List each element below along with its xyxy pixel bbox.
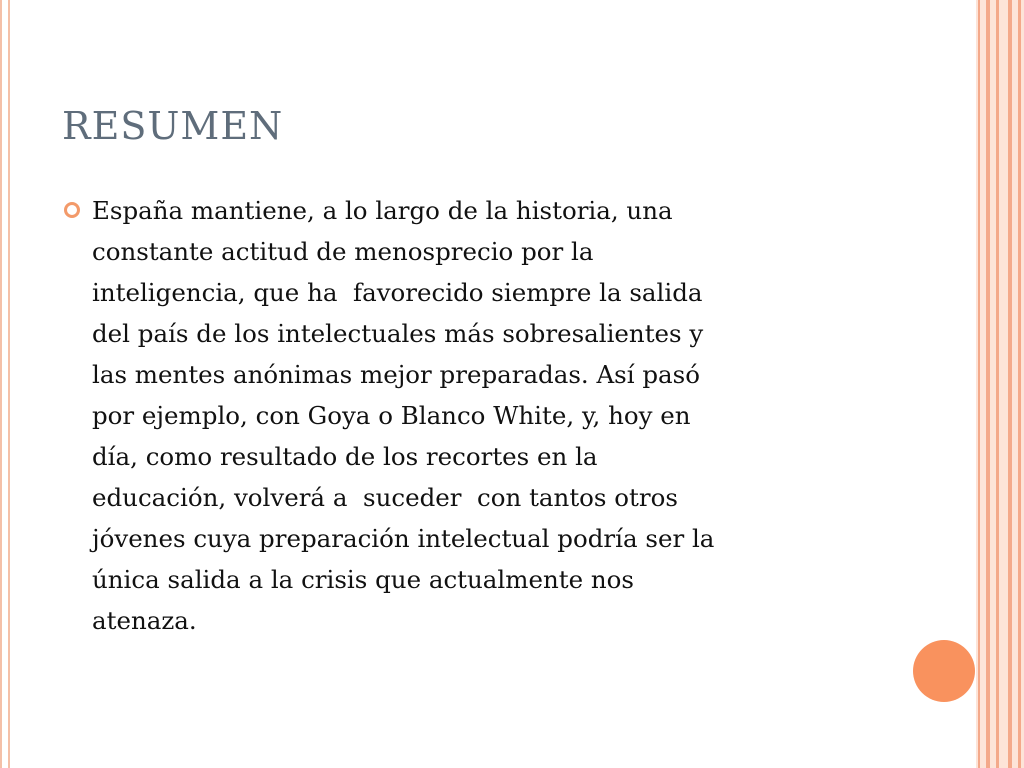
- right-frame-band: [976, 0, 1024, 768]
- bullet-ring-icon: [64, 202, 80, 218]
- bullet-text: España mantiene, a lo largo de la historia, una constante actitud de menosprecio por la inteligencia, que ha favorecido siempre la salida del país de los intelectuales más sobresalientes y las mentes anónimas mejor preparadas. Así pasó por ejemplo, con Goya o Blanco White, y, hoy en día, como resultado de los recortes en la educación, volverá a suceder con tantos otros jóvenes cuya preparación intelectual podría ser la única salida a la crisis que actualmente nos atenaza.: [92, 196, 715, 635]
- right-frame-line: [1018, 0, 1021, 768]
- left-frame-line-inner: [8, 0, 10, 768]
- right-frame-line: [996, 0, 999, 768]
- slide-content: [64, 190, 894, 641]
- right-frame-line: [986, 0, 990, 768]
- right-frame-line: [978, 0, 980, 768]
- bullet-item: [64, 190, 894, 641]
- right-frame-line: [1008, 0, 1012, 768]
- slide-title: RESUMEN: [62, 104, 284, 148]
- left-frame-line: [0, 0, 2, 768]
- decorative-circle: [913, 640, 975, 702]
